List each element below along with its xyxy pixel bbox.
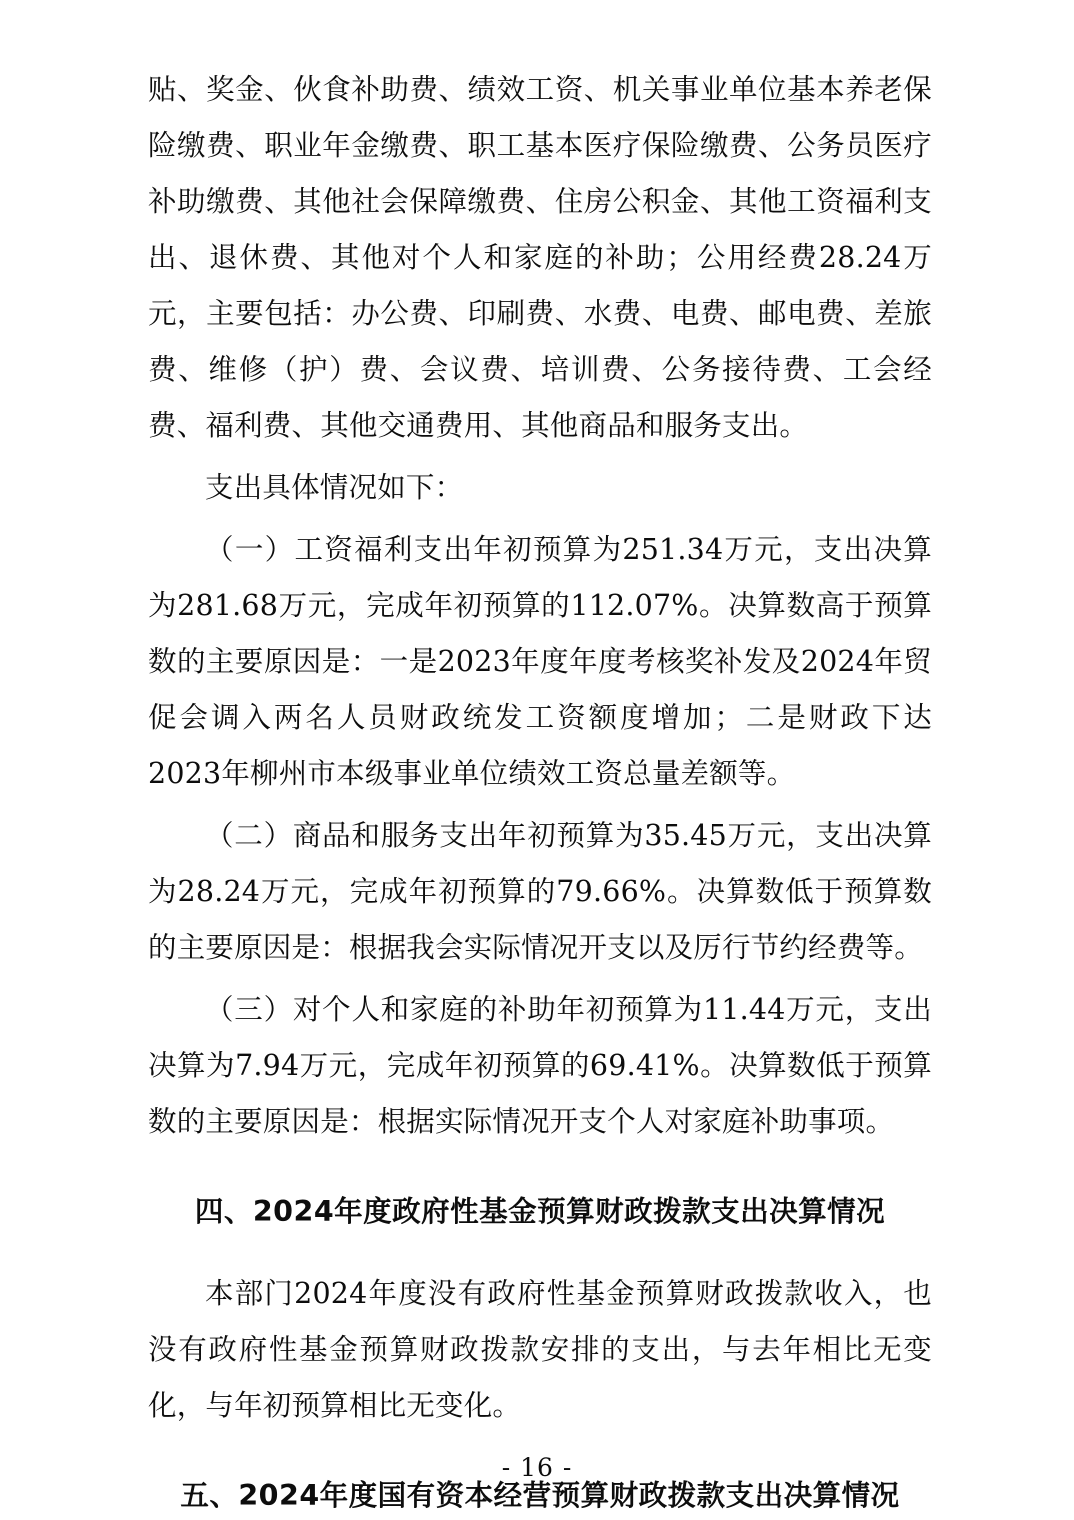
section-heading-four: 四、2024年度政府性基金预算财政拨款支出决算情况	[194, 1195, 886, 1228]
paragraph-item-one: （一）工资福利支出年初预算为251.34万元，支出决算为281.68万元，完成年初预算的112.07%。决算数高于预算数的主要原因是：一是2023年度年度考核奖补发及2024年贸促会调入两名人员财政统发工资额度增加；二是财政下达2023年柳州市本级事业单位绩效工资总量差额等。	[148, 533, 932, 790]
paragraph-item-two: （二）商品和服务支出年初预算为35.45万元，支出决算为28.24万元，完成年初预算的79.66%。决算数低于预算数的主要原因是：根据我会实际情况开支以及厉行节约经费等。	[148, 819, 932, 964]
spacer	[148, 1240, 932, 1266]
spacer	[148, 1150, 932, 1184]
paragraph-detail-intro: 支出具体情况如下：	[205, 471, 464, 504]
section-heading-five: 五、2024年度国有资本经营预算财政拨款支出决算情况	[180, 1479, 900, 1512]
paragraph-item-three: （三）对个人和家庭的补助年初预算为11.44万元，支出决算为7.94万元，完成年初预算的69.41%。决算数低于预算数的主要原因是：根据实际情况开支个人对家庭补助事项。	[148, 993, 932, 1138]
paragraph-continued-expense-list: 贴、奖金、伙食补助费、绩效工资、机关事业单位基本养老保险缴费、职业年金缴费、职工基本医疗保险缴费、公务员医疗补助缴费、其他社会保障缴费、住房公积金、其他工资福利支出、退休费、其他对个人和家庭的补助；公用经费28.24万元，主要包括：办公费、印刷费、水费、电费、邮电费、差旅费、维修（护）费、会议费、培训费、公务接待费、工会经费、福利费、其他交通费用、其他商品和服务支出。	[148, 73, 932, 442]
paragraph-section-four-body: 本部门2024年度没有政府性基金预算财政拨款收入，也没有政府性基金预算财政拨款安排的支出，与去年相比无变化，与年初预算相比无变化。	[148, 1277, 932, 1422]
page-number: - 16 -	[501, 1453, 573, 1482]
page-content	[148, 62, 932, 1520]
